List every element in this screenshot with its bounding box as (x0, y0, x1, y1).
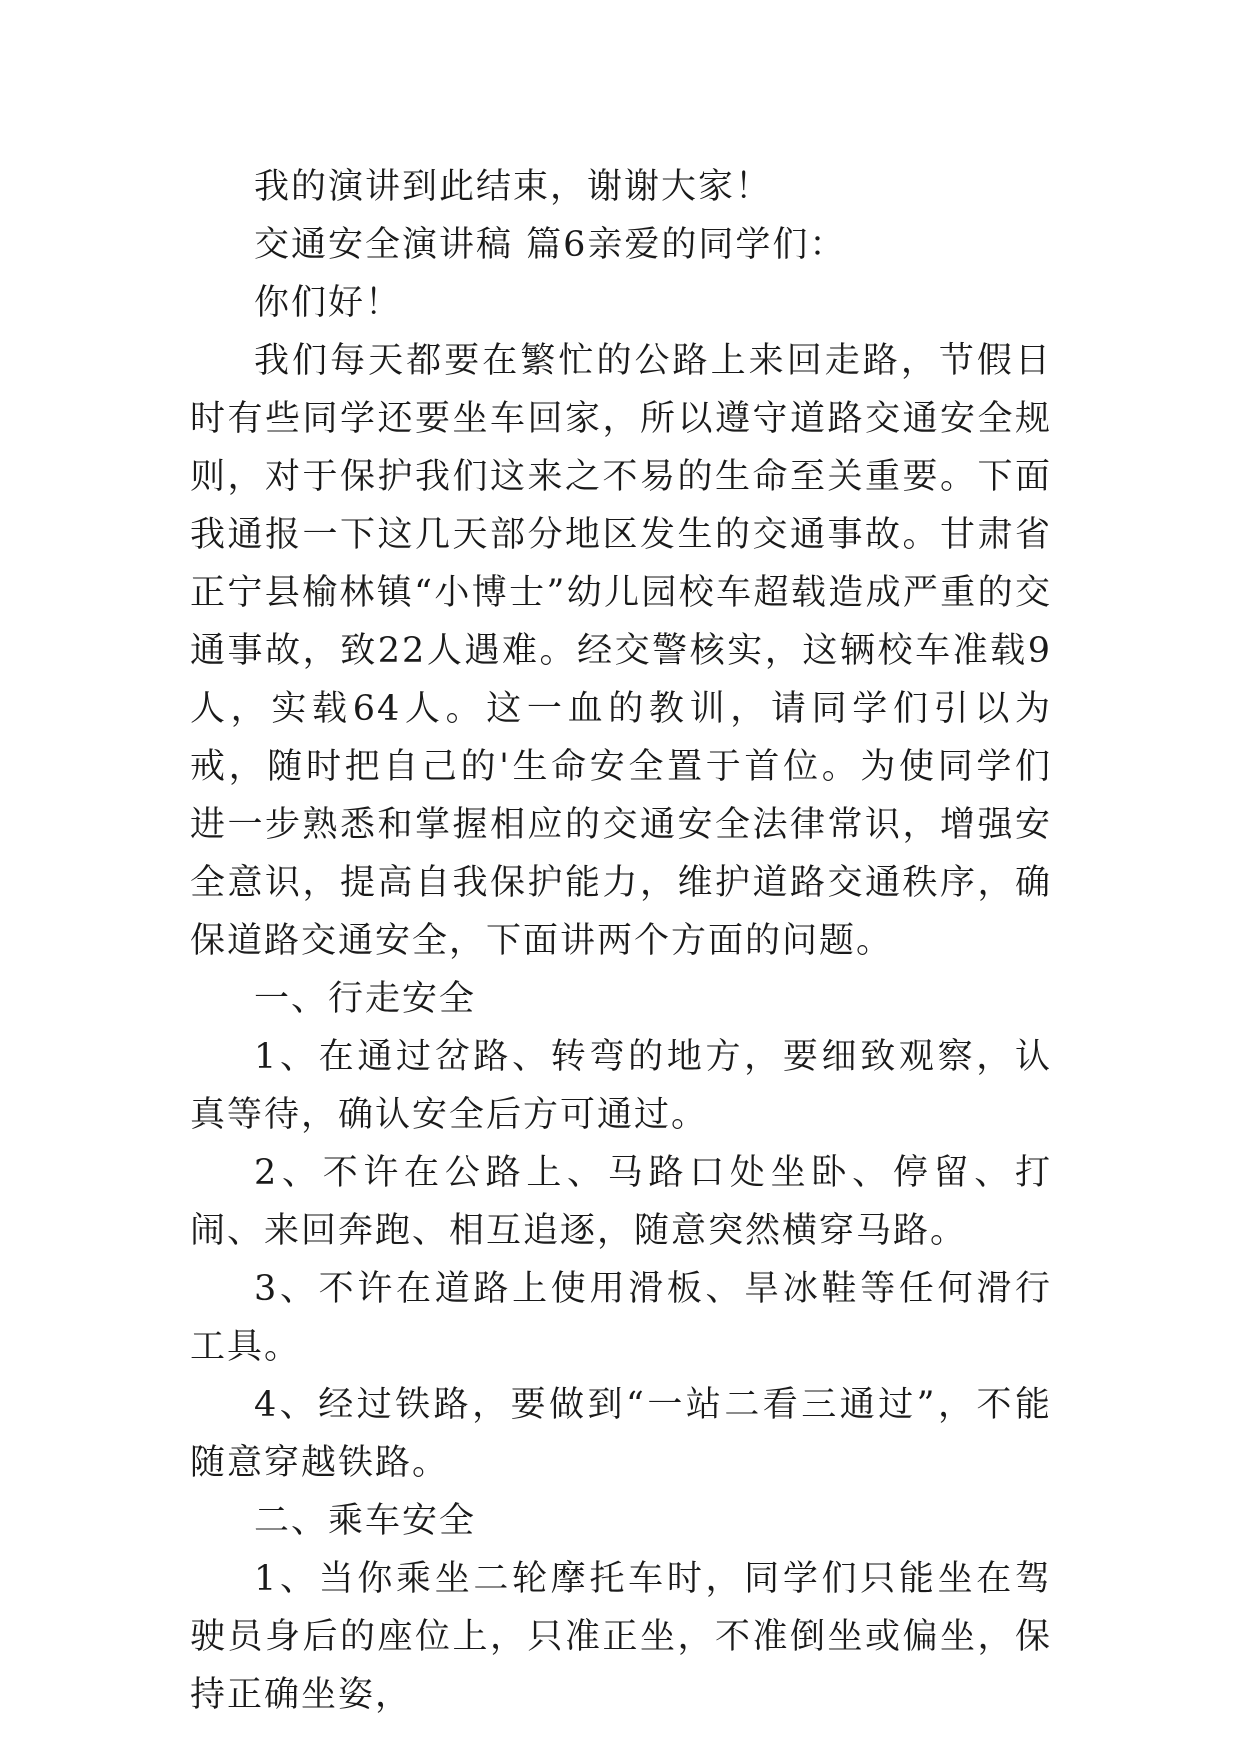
intro-paragraph: 我们每天都要在繁忙的公路上来回走路，节假日时有些同学还要坐车回家，所以遵守道路交通安全规则，对于保护我们这来之不易的生命至关重要。下面我通报一下这几天部分地区发生的交通事故。甘肃省正宁县榆林镇“小博士”幼儿园校车超载造成严重的交通事故，致22人遇难。经交警核实，这辆校车准载9人，实载64人。这一血的教训，请同学们引以为戒，随时把自己的'生命安全置于首位。为使同学们进一步熟悉和掌握相应的交通安全法律常识，增强安全意识，提高自我保护能力，维护道路交通秩序，确保道路交通安全，下面讲两个方面的问题。 (190, 341, 1052, 961)
section-heading-walking: 一、行走安全 (254, 979, 477, 1019)
walking-rule-4: 4、经过铁路，要做到“一站二看三通过”，不能随意穿越铁路。 (190, 1385, 1052, 1483)
closing-paragraph: 我的演讲到此结束，谢谢大家！ (254, 167, 773, 207)
document-body (190, 158, 1052, 1724)
walking-rule-2: 2、不许在公路上、马路口处坐卧、停留、打闹、来回奔跑、相互追逐，随意突然横穿马路。 (190, 1153, 1052, 1251)
walking-rule-3: 3、不许在道路上使用滑板、旱冰鞋等任何滑行工具。 (190, 1269, 1052, 1367)
greeting-paragraph: 你们好！ (254, 283, 403, 323)
riding-rule-1: 1、当你乘坐二轮摩托车时，同学们只能坐在驾驶员身后的座位上，只准正坐，不准倒坐或偏坐，保持正确坐姿， (190, 1559, 1052, 1715)
speech-title-greeting: 交通安全演讲稿 篇6亲爱的同学们： (254, 225, 847, 265)
section-heading-riding: 二、乘车安全 (254, 1501, 477, 1541)
walking-rule-1: 1、在通过岔路、转弯的地方，要细致观察，认真等待，确认安全后方可通过。 (190, 1037, 1052, 1135)
